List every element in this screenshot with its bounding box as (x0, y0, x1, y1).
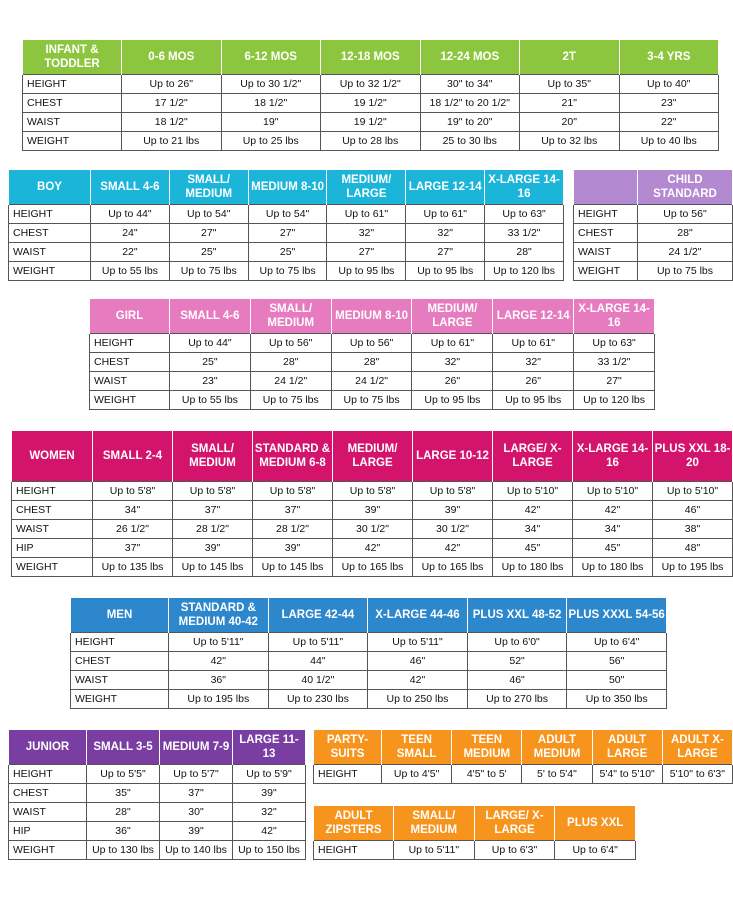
table-cell: Up to 56" (331, 333, 412, 352)
table-cell: 18 1/2" (221, 93, 321, 112)
header-cell: ADULT ZIPSTERS (314, 806, 394, 840)
table-row (71, 632, 667, 651)
table-cell: 5'4" to 5'10" (592, 764, 662, 783)
row-label: CHEST (12, 500, 93, 519)
table-cell: Up to 5'8" (333, 481, 413, 500)
header-cell: TEEN MEDIUM (452, 730, 522, 764)
table-cell: Up to 180 lbs (573, 557, 653, 576)
row-label: WEIGHT (574, 261, 638, 280)
row-label: HEIGHT (9, 764, 87, 783)
header-row (314, 730, 733, 764)
table-cell: Up to 195 lbs (169, 689, 269, 708)
table-cell: Up to 120 lbs (574, 390, 655, 409)
table-cell: 50" (567, 670, 667, 689)
header-cell: LARGE 42-44 (268, 598, 368, 632)
header-cell: PLUS XXXL 54-56 (567, 598, 667, 632)
header-cell: PLUS XXL (555, 806, 636, 840)
table-cell: Up to 5'10" (653, 481, 733, 500)
table-cell: Up to 6'0" (467, 632, 567, 651)
table-cell: 52" (467, 651, 567, 670)
row-label: WAIST (71, 670, 169, 689)
table-cell: Up to 61" (327, 204, 406, 223)
header-cell: X-LARGE 14-16 (485, 170, 564, 204)
table-row (574, 261, 733, 280)
table-cell: Up to 5'11" (368, 632, 468, 651)
table-cell: 26" (493, 371, 574, 390)
infant-toddler-table (22, 40, 719, 151)
header-cell: SMALL 2-4 (93, 431, 173, 481)
header-cell: MEDIUM/ LARGE (412, 299, 493, 333)
row-label: HEIGHT (90, 333, 170, 352)
table-cell: 42" (233, 821, 306, 840)
header-cell: SMALL 4-6 (91, 170, 170, 204)
table-row (9, 223, 564, 242)
table-cell: 42" (169, 651, 269, 670)
junior-table (8, 730, 306, 860)
header-cell: MEDIUM 7-9 (160, 730, 233, 764)
table-cell: Up to 5'8" (173, 481, 253, 500)
table-cell: Up to 150 lbs (233, 840, 306, 859)
table-cell: Up to 75 lbs (638, 261, 733, 280)
header-cell: LARGE/ X-LARGE (474, 806, 555, 840)
table-cell: Up to 75 lbs (248, 261, 327, 280)
table-cell: Up to 5'11" (268, 632, 368, 651)
table-cell: 28" (638, 223, 733, 242)
row-label: CHEST (9, 783, 87, 802)
table-cell: 37" (253, 500, 333, 519)
table-cell: 28 1/2" (253, 519, 333, 538)
table-cell: 30 1/2" (333, 519, 413, 538)
table-cell: Up to 61" (493, 333, 574, 352)
table-cell: 39" (233, 783, 306, 802)
row-label: WEIGHT (12, 557, 93, 576)
table-row (90, 352, 655, 371)
table-cell: Up to 140 lbs (160, 840, 233, 859)
table-cell: 24 1/2" (638, 242, 733, 261)
table-cell: Up to 350 lbs (567, 689, 667, 708)
table-cell: 25 to 30 lbs (420, 131, 520, 150)
table-cell: Up to 55 lbs (91, 261, 170, 280)
table-cell: 19 1/2" (321, 112, 421, 131)
table-cell: 32" (493, 352, 574, 371)
header-cell (574, 170, 638, 204)
table-cell: 5' to 5'4" (522, 764, 592, 783)
header-cell: MEDIUM/ LARGE (327, 170, 406, 204)
table-row (9, 783, 306, 802)
table-cell: Up to 5'10" (493, 481, 573, 500)
table-cell: Up to 75 lbs (169, 261, 248, 280)
table-row (314, 764, 733, 783)
table-cell: 27" (327, 242, 406, 261)
table-cell: Up to 4'5" (382, 764, 452, 783)
table-row (71, 689, 667, 708)
table-cell: Up to 32 1/2" (321, 74, 421, 93)
table-row (574, 204, 733, 223)
row-label: CHEST (574, 223, 638, 242)
row-label: CHEST (23, 93, 122, 112)
table-cell: 24" (91, 223, 170, 242)
table-cell: 27" (169, 223, 248, 242)
table-row (9, 764, 306, 783)
table-cell: 30" to 34" (420, 74, 520, 93)
table-cell: Up to 135 lbs (93, 557, 173, 576)
header-cell: MEN (71, 598, 169, 632)
header-row (314, 806, 636, 840)
table-cell: 34" (493, 519, 573, 538)
table-cell: Up to 250 lbs (368, 689, 468, 708)
header-cell: 12-24 MOS (420, 40, 520, 74)
row-label: HEIGHT (71, 632, 169, 651)
table-cell: 39" (333, 500, 413, 519)
girl-table (89, 299, 655, 410)
header-cell: 0-6 MOS (122, 40, 222, 74)
table-row (12, 500, 733, 519)
header-cell: ADULT MEDIUM (522, 730, 592, 764)
table-cell: Up to 5'9" (233, 764, 306, 783)
table-cell: Up to 5'11" (394, 840, 475, 859)
header-row (71, 598, 667, 632)
row-label: WAIST (574, 242, 638, 261)
table-cell: 48" (653, 538, 733, 557)
table-cell: Up to 56" (638, 204, 733, 223)
header-cell: SMALL/ MEDIUM (394, 806, 475, 840)
header-row (23, 40, 719, 74)
table-row (12, 538, 733, 557)
women-table (11, 431, 733, 577)
table-cell: Up to 5'10" (573, 481, 653, 500)
table-row (23, 131, 719, 150)
table-cell: Up to 5'11" (169, 632, 269, 651)
table-cell: Up to 180 lbs (493, 557, 573, 576)
table-cell: Up to 5'8" (93, 481, 173, 500)
row-label: HEIGHT (12, 481, 93, 500)
row-label: WAIST (9, 802, 87, 821)
table-row (9, 204, 564, 223)
table-cell: 17 1/2" (122, 93, 222, 112)
table-cell: Up to 165 lbs (413, 557, 493, 576)
table-cell: 32" (412, 352, 493, 371)
table-cell: 39" (173, 538, 253, 557)
table-row (90, 390, 655, 409)
row-label: WAIST (90, 371, 170, 390)
table-cell: Up to 6'3" (474, 840, 555, 859)
table-cell: 46" (467, 670, 567, 689)
header-cell: LARGE 10-12 (413, 431, 493, 481)
table-cell: Up to 270 lbs (467, 689, 567, 708)
header-cell: STANDARD & MEDIUM 40-42 (169, 598, 269, 632)
header-cell: MEDIUM 8-10 (248, 170, 327, 204)
table-cell: 26" (412, 371, 493, 390)
table-cell: Up to 120 lbs (485, 261, 564, 280)
table-cell: Up to 63" (485, 204, 564, 223)
table-cell: 28" (250, 352, 331, 371)
table-cell: 32" (233, 802, 306, 821)
table-cell: Up to 6'4" (555, 840, 636, 859)
row-label: WEIGHT (71, 689, 169, 708)
header-cell: TEEN SMALL (382, 730, 452, 764)
table-cell: 44" (268, 651, 368, 670)
table-cell: 42" (413, 538, 493, 557)
table-cell: Up to 61" (406, 204, 485, 223)
table-cell: 25" (170, 352, 251, 371)
table-cell: Up to 44" (170, 333, 251, 352)
row-label: WAIST (12, 519, 93, 538)
header-cell: ADULT LARGE (592, 730, 662, 764)
table-cell: 46" (368, 651, 468, 670)
table-cell: 42" (333, 538, 413, 557)
row-label: WAIST (23, 112, 122, 131)
table-cell: 24 1/2" (331, 371, 412, 390)
row-label: HIP (9, 821, 87, 840)
table-cell: 21" (520, 93, 620, 112)
table-cell: Up to 95 lbs (493, 390, 574, 409)
table-cell: Up to 40" (619, 74, 719, 93)
table-cell: 36" (169, 670, 269, 689)
table-row (574, 242, 733, 261)
header-cell: CHILD STANDARD (638, 170, 733, 204)
table-cell: Up to 130 lbs (87, 840, 160, 859)
table-cell: 46" (653, 500, 733, 519)
table-cell: 32" (406, 223, 485, 242)
table-cell: 45" (573, 538, 653, 557)
row-label: HEIGHT (314, 840, 394, 859)
table-row (9, 840, 306, 859)
table-cell: 42" (368, 670, 468, 689)
table-cell: Up to 75 lbs (331, 390, 412, 409)
row-label: HEIGHT (23, 74, 122, 93)
table-cell: Up to 55 lbs (170, 390, 251, 409)
table-cell: 26 1/2" (93, 519, 173, 538)
table-cell: Up to 25 lbs (221, 131, 321, 150)
table-cell: 33 1/2" (574, 352, 655, 371)
table-cell: 45" (493, 538, 573, 557)
header-cell: WOMEN (12, 431, 93, 481)
row-label: CHEST (9, 223, 91, 242)
header-cell: JUNIOR (9, 730, 87, 764)
table-cell: 39" (160, 821, 233, 840)
table-row (574, 223, 733, 242)
table-cell: Up to 54" (248, 204, 327, 223)
header-row (574, 170, 733, 204)
header-row (12, 431, 733, 481)
header-cell: SMALL/ MEDIUM (173, 431, 253, 481)
table-cell: 56" (567, 651, 667, 670)
table-row (9, 261, 564, 280)
header-cell: X-LARGE 14-16 (573, 431, 653, 481)
table-cell: 27" (248, 223, 327, 242)
table-cell: Up to 145 lbs (253, 557, 333, 576)
child-standard-table (573, 170, 733, 281)
table-cell: Up to 35" (520, 74, 620, 93)
table-cell: Up to 44" (91, 204, 170, 223)
row-label: CHEST (90, 352, 170, 371)
header-row (9, 170, 564, 204)
zipsters-table (313, 806, 636, 860)
header-cell: X-LARGE 14-16 (574, 299, 655, 333)
table-cell: Up to 5'8" (253, 481, 333, 500)
row-label: HEIGHT (574, 204, 638, 223)
table-cell: Up to 32 lbs (520, 131, 620, 150)
header-cell: X-LARGE 44-46 (368, 598, 468, 632)
table-cell: 30" (160, 802, 233, 821)
men-table (70, 598, 667, 709)
table-cell: Up to 95 lbs (327, 261, 406, 280)
table-cell: 36" (87, 821, 160, 840)
table-cell: 18 1/2" (122, 112, 222, 131)
table-cell: Up to 5'7" (160, 764, 233, 783)
table-row (23, 112, 719, 131)
table-cell: 28" (87, 802, 160, 821)
table-cell: 24 1/2" (250, 371, 331, 390)
table-cell: 28" (485, 242, 564, 261)
header-cell: LARGE 11-13 (233, 730, 306, 764)
table-cell: Up to 61" (412, 333, 493, 352)
table-cell: 34" (573, 519, 653, 538)
table-cell: Up to 75 lbs (250, 390, 331, 409)
table-cell: Up to 230 lbs (268, 689, 368, 708)
table-cell: 25" (169, 242, 248, 261)
table-cell: 22" (619, 112, 719, 131)
row-label: WEIGHT (9, 261, 91, 280)
table-cell: 19 1/2" (321, 93, 421, 112)
header-cell: ADULT X-LARGE (662, 730, 732, 764)
table-cell: Up to 30 1/2" (221, 74, 321, 93)
table-row (23, 93, 719, 112)
header-cell: SMALL/ MEDIUM (169, 170, 248, 204)
table-cell: 23" (170, 371, 251, 390)
table-cell: 22" (91, 242, 170, 261)
header-cell: SMALL/ MEDIUM (250, 299, 331, 333)
table-row (12, 557, 733, 576)
header-row (9, 730, 306, 764)
table-cell: 25" (248, 242, 327, 261)
table-cell: 37" (160, 783, 233, 802)
table-row (9, 802, 306, 821)
table-row (90, 371, 655, 390)
boy-table (8, 170, 564, 281)
table-cell: Up to 26" (122, 74, 222, 93)
table-cell: 32" (327, 223, 406, 242)
table-row (12, 519, 733, 538)
table-cell: Up to 95 lbs (406, 261, 485, 280)
header-cell: MEDIUM 8-10 (331, 299, 412, 333)
table-cell: 18 1/2" to 20 1/2" (420, 93, 520, 112)
table-cell: 33 1/2" (485, 223, 564, 242)
header-cell: INFANT & TODDLER (23, 40, 122, 74)
row-label: HIP (12, 538, 93, 557)
header-cell: SMALL 3-5 (87, 730, 160, 764)
header-cell: SMALL 4-6 (170, 299, 251, 333)
table-cell: 34" (93, 500, 173, 519)
row-label: WAIST (9, 242, 91, 261)
header-cell: PLUS XXL 48-52 (467, 598, 567, 632)
table-cell: Up to 5'8" (413, 481, 493, 500)
table-row (71, 651, 667, 670)
table-cell: 42" (573, 500, 653, 519)
header-cell: 3-4 YRS (619, 40, 719, 74)
table-cell: 19" (221, 112, 321, 131)
row-label: CHEST (71, 651, 169, 670)
header-cell: BOY (9, 170, 91, 204)
table-cell: 38" (653, 519, 733, 538)
table-cell: Up to 40 lbs (619, 131, 719, 150)
table-cell: 4'5" to 5' (452, 764, 522, 783)
table-cell: 39" (253, 538, 333, 557)
row-label: HEIGHT (9, 204, 91, 223)
header-cell: LARGE/ X-LARGE (493, 431, 573, 481)
header-cell: STANDARD & MEDIUM 6-8 (253, 431, 333, 481)
table-row (9, 242, 564, 261)
table-cell: 23" (619, 93, 719, 112)
header-cell: GIRL (90, 299, 170, 333)
table-cell: 42" (493, 500, 573, 519)
table-cell: Up to 28 lbs (321, 131, 421, 150)
party-suits-table (313, 730, 733, 784)
table-cell: Up to 63" (574, 333, 655, 352)
table-cell: 27" (574, 371, 655, 390)
table-cell: Up to 195 lbs (653, 557, 733, 576)
table-cell: Up to 54" (169, 204, 248, 223)
table-cell: Up to 5'5" (87, 764, 160, 783)
table-cell: 39" (413, 500, 493, 519)
row-label: WEIGHT (23, 131, 122, 150)
row-label: WEIGHT (90, 390, 170, 409)
table-cell: 37" (173, 500, 253, 519)
table-cell: 37" (93, 538, 173, 557)
table-row (314, 840, 636, 859)
table-cell: Up to 165 lbs (333, 557, 413, 576)
table-cell: 40 1/2" (268, 670, 368, 689)
table-row (12, 481, 733, 500)
table-cell: Up to 6'4" (567, 632, 667, 651)
header-cell: PLUS XXL 18-20 (653, 431, 733, 481)
header-cell: MEDIUM/ LARGE (333, 431, 413, 481)
table-cell: Up to 21 lbs (122, 131, 222, 150)
header-cell: PARTY-SUITS (314, 730, 382, 764)
table-cell: Up to 95 lbs (412, 390, 493, 409)
table-row (90, 333, 655, 352)
header-cell: 6-12 MOS (221, 40, 321, 74)
table-cell: 27" (406, 242, 485, 261)
table-row (23, 74, 719, 93)
table-cell: 28" (331, 352, 412, 371)
table-cell: Up to 56" (250, 333, 331, 352)
table-cell: 30 1/2" (413, 519, 493, 538)
table-cell: 19" to 20" (420, 112, 520, 131)
table-cell: 5'10" to 6'3" (662, 764, 732, 783)
table-cell: Up to 145 lbs (173, 557, 253, 576)
header-cell: LARGE 12-14 (493, 299, 574, 333)
table-row (71, 670, 667, 689)
row-label: HEIGHT (314, 764, 382, 783)
header-cell: LARGE 12-14 (406, 170, 485, 204)
header-cell: 2T (520, 40, 620, 74)
header-row (90, 299, 655, 333)
table-row (9, 821, 306, 840)
table-cell: 35" (87, 783, 160, 802)
header-cell: 12-18 MOS (321, 40, 421, 74)
table-cell: 20" (520, 112, 620, 131)
row-label: WEIGHT (9, 840, 87, 859)
table-cell: 28 1/2" (173, 519, 253, 538)
